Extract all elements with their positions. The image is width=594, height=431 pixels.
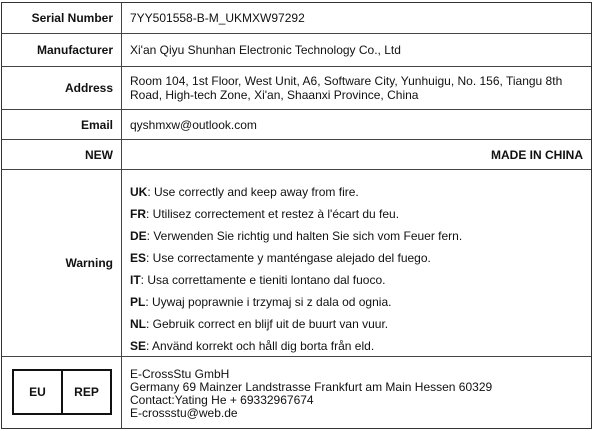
eu-rep-row	[2, 357, 591, 428]
new-label-cell	[2, 140, 122, 169]
serial-number-row	[2, 3, 591, 34]
manufacturer-row	[2, 34, 591, 67]
email-row	[2, 110, 591, 140]
eu-rep-symbol-left: EU	[29, 385, 46, 399]
email-label: Email	[80, 117, 113, 132]
manufacturer-label-cell	[2, 34, 122, 66]
warning-line-text: : Use correctamente y manténgase alejado del fuego.	[146, 251, 431, 265]
serial-number-value-cell	[123, 3, 591, 33]
manufacturer-label: Manufacturer	[36, 43, 113, 57]
warning-row	[2, 170, 591, 357]
serial-number-value: 7YY501558-B-M_UKMXW97292	[130, 11, 305, 25]
address-row	[2, 67, 591, 110]
eu-rep-symbol-cell	[2, 357, 122, 428]
warning-language-code: UK	[130, 185, 148, 199]
warning-label: Warning	[65, 256, 113, 270]
address-label: Address	[64, 81, 113, 95]
manufacturer-value-cell	[123, 34, 591, 66]
warning-line-text: : Gebruik correct en blijf uit de buurt van vuur.	[146, 317, 389, 331]
email-value: qyshmxw@outlook.com	[130, 117, 257, 132]
warning-language-code: IT	[130, 273, 141, 287]
address-value: Room 104, 1st Floor, West Unit, A6, Software City, Yunhuigu, No. 156, Tiangu 8th Road, High-tech Zone, Xi'an, Shaanxi Province, China	[130, 74, 563, 102]
email-label-cell	[2, 110, 122, 139]
eu-rep-company: E-CrossStu GmbH	[130, 367, 230, 381]
warning-line-text: : Utilisez correctement et restez à l'écart du feu.	[146, 207, 400, 221]
eu-rep-address: Germany 69 Mainzer Landstrasse Frankfurt am Main Hessen 60329	[130, 380, 493, 394]
warning-language-code: ES	[130, 251, 147, 265]
warning-language-code: DE	[130, 229, 147, 243]
email-value-cell	[123, 110, 591, 139]
warning-language-code: PL	[130, 295, 146, 309]
warning-line	[130, 203, 462, 225]
warning-line	[130, 269, 462, 291]
address-value-cell	[123, 67, 591, 109]
eu-rep-contact: Contact:Yating He + 69332967674	[130, 393, 314, 407]
warning-list	[130, 181, 462, 357]
warning-line-text: : Usa correttamente e tieniti lontano dal fuoco.	[140, 273, 386, 287]
warning-line	[130, 247, 462, 269]
warning-text-cell	[123, 170, 591, 356]
warning-language-code: FR	[130, 207, 146, 221]
manufacturer-value: Xi'an Qiyu Shunhan Electronic Technology Co., Ltd	[130, 43, 401, 57]
product-info-table	[1, 2, 592, 429]
warning-line	[130, 335, 462, 357]
warning-language-code: SE	[130, 339, 147, 353]
serial-number-label-cell	[2, 3, 122, 33]
warning-language-code: NL	[130, 317, 146, 331]
address-label-cell	[2, 67, 122, 109]
warning-line-text: : Uywaj poprawnie i trzymaj si z dala od ognia.	[145, 295, 392, 309]
made-in-china-text: MADE IN CHINA	[491, 147, 583, 162]
warning-label-cell	[2, 170, 122, 356]
eu-rep-symbol	[12, 369, 112, 415]
new-row	[2, 140, 591, 170]
warning-line	[130, 313, 462, 335]
eu-rep-email: E-crossstu@web.de	[130, 406, 238, 420]
warning-line-text: : Verwenden Sie richtig und halten Sie sich vom Feuer fern.	[146, 229, 463, 243]
warning-line	[130, 181, 462, 203]
new-label: NEW	[85, 147, 113, 162]
warning-line	[130, 225, 462, 247]
warning-line-text: : Use correctly and keep away from fire.	[147, 185, 359, 199]
made-in-cell	[123, 140, 591, 169]
warning-line-text: : Använd korrekt och håll dig borta från eld.	[146, 339, 375, 353]
eu-rep-details-cell	[123, 357, 591, 428]
eu-rep-symbol-right: REP	[61, 371, 110, 413]
serial-number-label: Serial Number	[31, 11, 113, 25]
eu-rep-details	[130, 368, 492, 420]
warning-line	[130, 291, 462, 313]
